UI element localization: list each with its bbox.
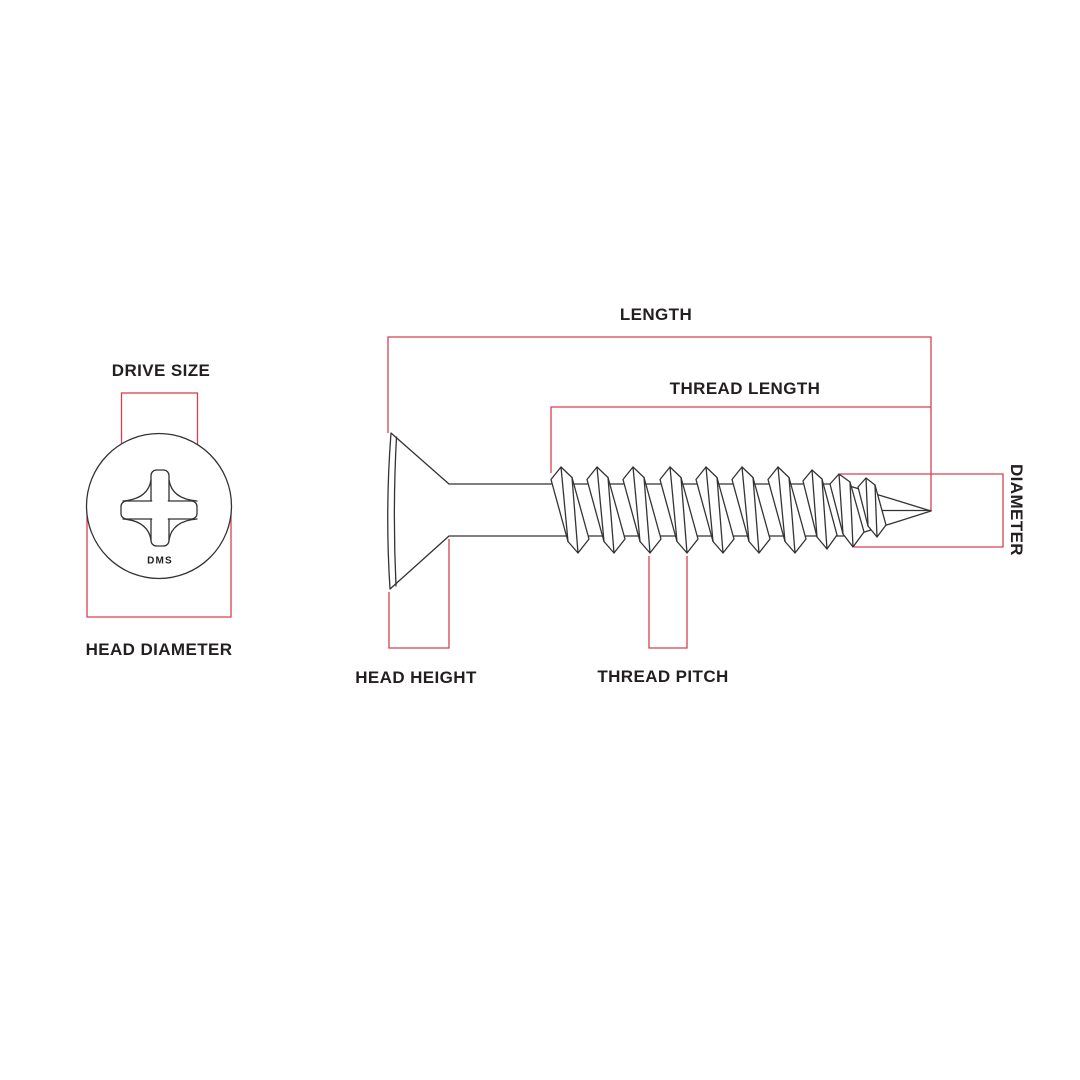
drive-size-label: DRIVE SIZE: [111, 361, 211, 380]
drive-marking-text: DMS: [147, 555, 173, 567]
head-height-label: HEAD HEIGHT: [355, 668, 477, 687]
head-diameter-label: HEAD DIAMETER: [85, 640, 233, 659]
thread-length-label: THREAD LENGTH: [669, 379, 821, 398]
length-label: LENGTH: [619, 305, 693, 324]
diameter-label: DIAMETER: [1007, 464, 1026, 556]
screw-side-view: [388, 433, 931, 589]
thread-pitch-label: THREAD PITCH: [597, 667, 729, 686]
thread-length-dimension-bracket: [551, 407, 931, 473]
thread-pitch-dimension-bracket: [649, 556, 687, 648]
